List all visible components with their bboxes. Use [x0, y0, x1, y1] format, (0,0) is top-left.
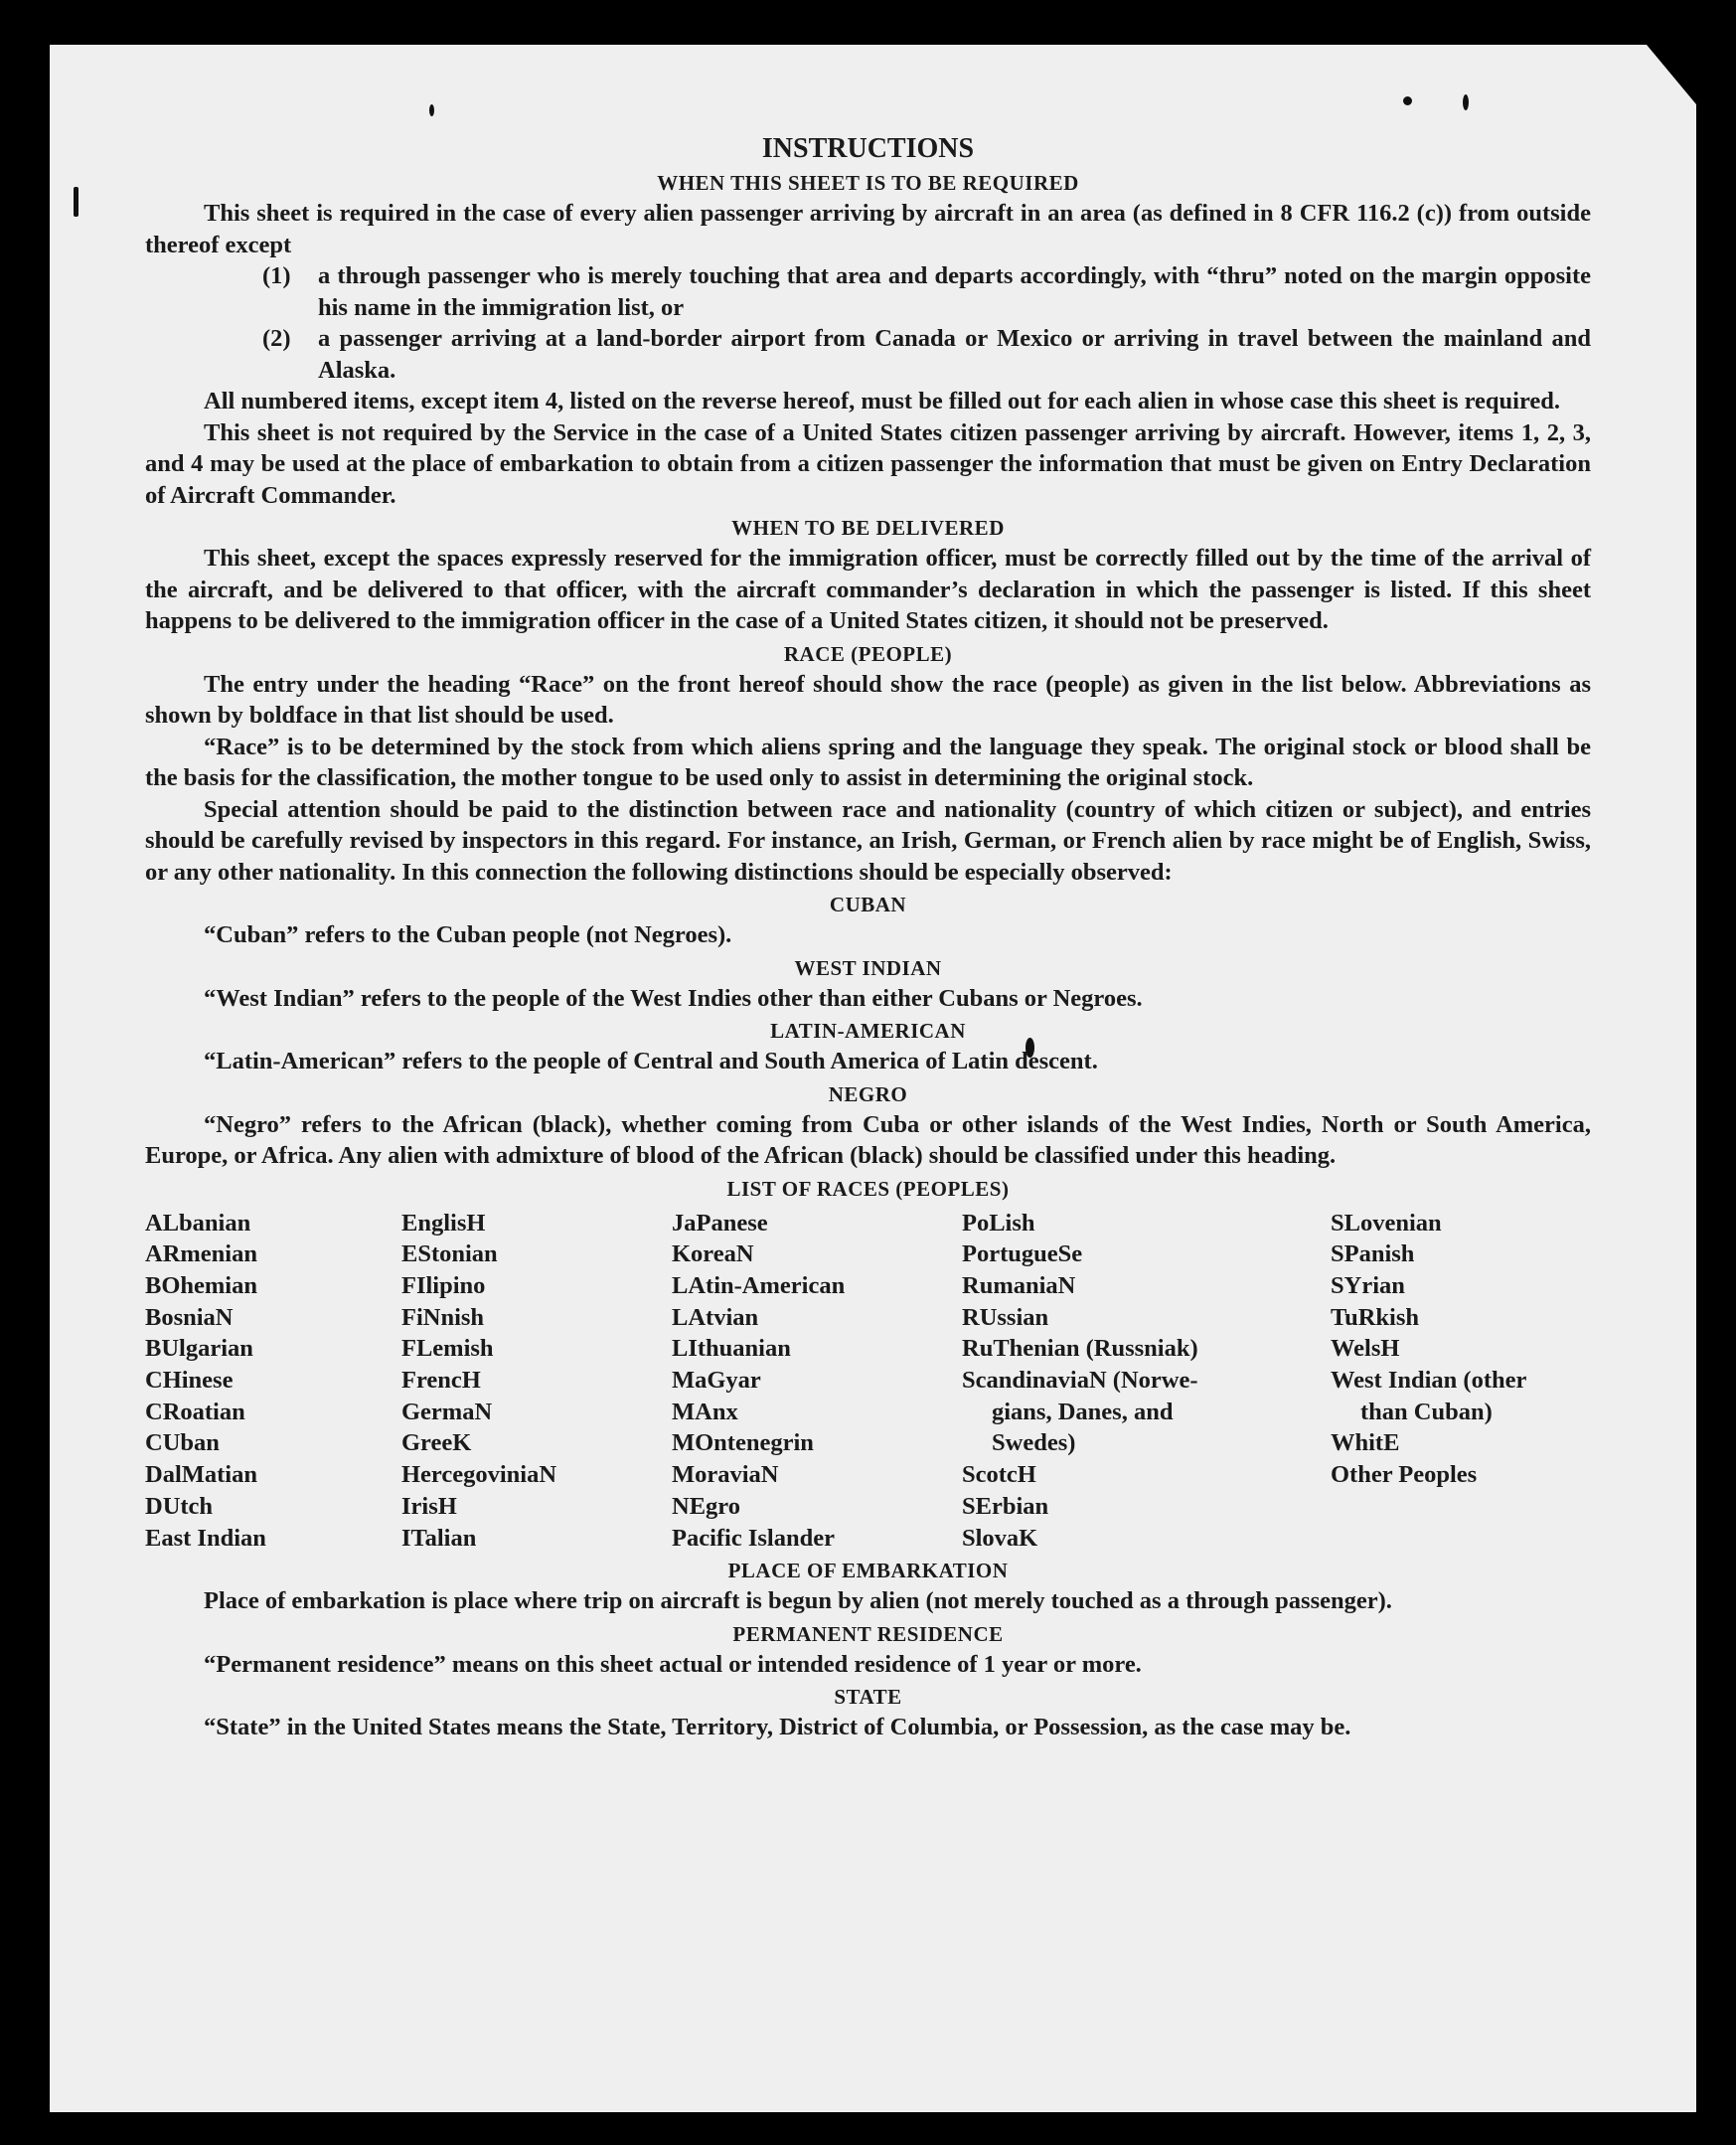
section-heading-west-indian: WEST INDIAN	[794, 955, 942, 980]
race-entry: LAtvian	[672, 1303, 759, 1331]
ink-speck	[429, 104, 434, 116]
paragraph: “Race” is to be determined by the stock from which aliens spring and the language they speak. The original stock or blood shall be the basis for the classification, the mother tongue to be used only to assist in determining the original stock.	[145, 733, 1591, 791]
race-entry: FrencH	[401, 1367, 481, 1395]
paragraph: The entry under the heading “Race” on the front hereof should show the race (people) as given in the list below. Abbreviations as shown by boldface in that list should be used.	[145, 670, 1591, 729]
race-column	[401, 1208, 672, 1555]
race-entry: RUssian	[962, 1303, 1049, 1331]
race-entry: CHinese	[145, 1367, 234, 1395]
paragraph: This sheet is required in the case of every alien passenger arriving by aircraft in an area (as defined in 8 CFR 116.2 (c)) from outside thereof except	[145, 200, 1591, 258]
race-entry: Pacific Islander	[672, 1524, 835, 1552]
paragraph: “Latin-American” refers to the people of Central and South America of Latin descent.	[204, 1048, 1098, 1074]
ink-speck	[74, 187, 79, 217]
paragraph: “State” in the United States means the State, Territory, District of Columbia, or Possession, as the case may be.	[204, 1714, 1351, 1741]
race-entry: EnglisH	[401, 1209, 486, 1237]
race-entry: RumaniaN	[962, 1271, 1076, 1299]
section-heading-race: RACE (PEOPLE)	[783, 641, 953, 666]
race-entry: MaGyar	[672, 1367, 761, 1395]
item-text: a passenger arriving at a land-border airport from Canada or Mexico or arriving in travel between the mainland and Alaska.	[318, 325, 1591, 384]
race-entry: SPanish	[1331, 1240, 1415, 1268]
race-entry: SYrian	[1331, 1271, 1405, 1299]
section-heading-embarkation: PLACE OF EMBARKATION	[727, 1559, 1009, 1583]
race-column	[672, 1208, 962, 1555]
race-entry: gians, Danes, and	[992, 1398, 1174, 1425]
paragraph: All numbered items, except item 4, listed on the reverse hereof, must be filled out for each alien in whose case this sheet is required.	[204, 388, 1561, 414]
paragraph: This sheet is not required by the Service in the case of a United States citizen passenger arriving by aircraft. However, items 1, 2, 3, and 4 may be used at the place of embarkation to obtain from a citizen passenger the information that must be given on Entry Declaration of Aircraft Commander.	[145, 418, 1591, 509]
folded-corner	[1647, 45, 1696, 104]
paragraph: Special attention should be paid to the distinction between race and nationality (country of which citizen or subject), and entries should be carefully revised by inspectors in this regard. For instance, an Irish, German, or French alien by race might be of English, Swiss, or any other nationality. In this connection the following distinctions should be especially observed:	[145, 795, 1591, 886]
race-entry: ARmenian	[145, 1240, 257, 1268]
race-entry: ScandinaviaN (Norwe-	[962, 1367, 1198, 1395]
paragraph: “Negro” refers to the African (black), whether coming from Cuba or other islands of the West Indies, North or South America, Europe, or Africa. Any alien with admixture of blood of the African (black) should be classified under this heading.	[145, 1110, 1591, 1169]
races-list	[145, 1208, 1591, 1555]
race-entry: BOhemian	[145, 1271, 257, 1299]
race-entry: FiNnish	[401, 1303, 485, 1331]
race-entry: LAtin-American	[672, 1271, 846, 1299]
race-entry: TuRkish	[1331, 1303, 1420, 1331]
section-heading-when-required: WHEN THIS SHEET IS TO BE REQUIRED	[657, 171, 1079, 195]
section-heading-state: STATE	[834, 1685, 902, 1710]
race-entry: WhitE	[1331, 1429, 1400, 1457]
race-entry: PoLish	[962, 1209, 1035, 1237]
race-entry: RuThenian (Russniak)	[962, 1335, 1198, 1363]
race-entry: ALbanian	[145, 1209, 251, 1237]
race-entry: MOntenegrin	[672, 1429, 814, 1457]
race-entry: MAnx	[672, 1398, 738, 1425]
race-entry: than Cuban)	[1360, 1398, 1493, 1425]
item-text: a through passenger who is merely touching that area and departs accordingly, with “thru” noted on the margin opposite his name in the immigration list, or	[318, 262, 1591, 321]
race-entry: BUlgarian	[145, 1335, 253, 1363]
section-heading-permanent-residence: PERMANENT RESIDENCE	[732, 1621, 1004, 1646]
section-heading-list-of-races: LIST OF RACES (PEOPLES)	[726, 1176, 1010, 1201]
section-heading-latin-american: LATIN-AMERICAN	[770, 1019, 966, 1043]
race-entry: IrisH	[401, 1492, 457, 1520]
race-entry: KoreaN	[672, 1240, 754, 1268]
race-entry: ITalian	[401, 1524, 477, 1552]
item-number: (1)	[262, 262, 291, 289]
race-column	[145, 1208, 401, 1555]
race-entry: DalMatian	[145, 1461, 257, 1489]
paragraph: “Permanent residence” means on this sheet actual or intended residence of 1 year or more.	[204, 1650, 1142, 1678]
race-column	[962, 1208, 1331, 1555]
ink-speck	[1403, 96, 1412, 105]
exception-item	[262, 260, 1591, 323]
race-entry: Swedes)	[992, 1429, 1076, 1457]
item-number: (2)	[262, 325, 291, 352]
race-entry: Other Peoples	[1331, 1461, 1478, 1489]
instructions-content	[145, 132, 1591, 1743]
race-entry: West Indian (other	[1331, 1367, 1527, 1395]
race-entry: SlovaK	[962, 1524, 1038, 1552]
section-heading-when-delivered: WHEN TO BE DELIVERED	[731, 516, 1005, 540]
paragraph: “Cuban” refers to the Cuban people (not Negroes).	[204, 921, 732, 948]
race-entry: SLovenian	[1331, 1209, 1442, 1237]
document-sheet	[50, 45, 1696, 2112]
race-entry: BosniaN	[145, 1303, 234, 1331]
race-entry: EStonian	[401, 1240, 498, 1268]
race-entry: DUtch	[145, 1492, 214, 1520]
race-entry: GreeK	[401, 1429, 472, 1457]
section-heading-negro: NEGRO	[828, 1081, 908, 1106]
race-entry: FLemish	[401, 1335, 494, 1363]
race-entry: JaPanese	[672, 1209, 768, 1237]
ink-speck	[1463, 94, 1469, 110]
race-entry: CUban	[145, 1429, 220, 1457]
race-entry: NEgro	[672, 1492, 740, 1520]
exception-item	[262, 323, 1591, 386]
race-entry: PortugueSe	[962, 1240, 1083, 1268]
race-entry: FIlipino	[401, 1271, 486, 1299]
race-entry: ScotcH	[962, 1461, 1036, 1489]
paragraph: Place of embarkation is place where trip on aircraft is begun by alien (not merely touched as a through passenger).	[204, 1587, 1392, 1615]
race-entry: GermaN	[401, 1398, 493, 1425]
race-entry: LIthuanian	[672, 1335, 791, 1363]
race-column	[1331, 1208, 1591, 1555]
page-title: INSTRUCTIONS	[761, 133, 975, 164]
race-entry: East Indian	[145, 1524, 266, 1552]
race-entry: CRoatian	[145, 1398, 245, 1425]
race-entry: MoraviaN	[672, 1461, 779, 1489]
race-entry: SErbian	[962, 1492, 1049, 1520]
paragraph: This sheet, except the spaces expressly reserved for the immigration officer, must be correctly filled out by the time of the arrival of the aircraft, and be delivered to that officer, with the aircraft commander’s declaration in which the passenger is listed. If this sheet happens to be delivered to the immigration officer in the case of a United States citizen, it should not be preserved.	[145, 545, 1591, 634]
race-entry: HercegoviniaN	[401, 1461, 557, 1489]
section-heading-cuban: CUBAN	[829, 893, 907, 916]
race-entry: WelsH	[1331, 1335, 1400, 1363]
paragraph: “West Indian” refers to the people of the West Indies other than either Cubans or Negroes.	[204, 984, 1143, 1012]
